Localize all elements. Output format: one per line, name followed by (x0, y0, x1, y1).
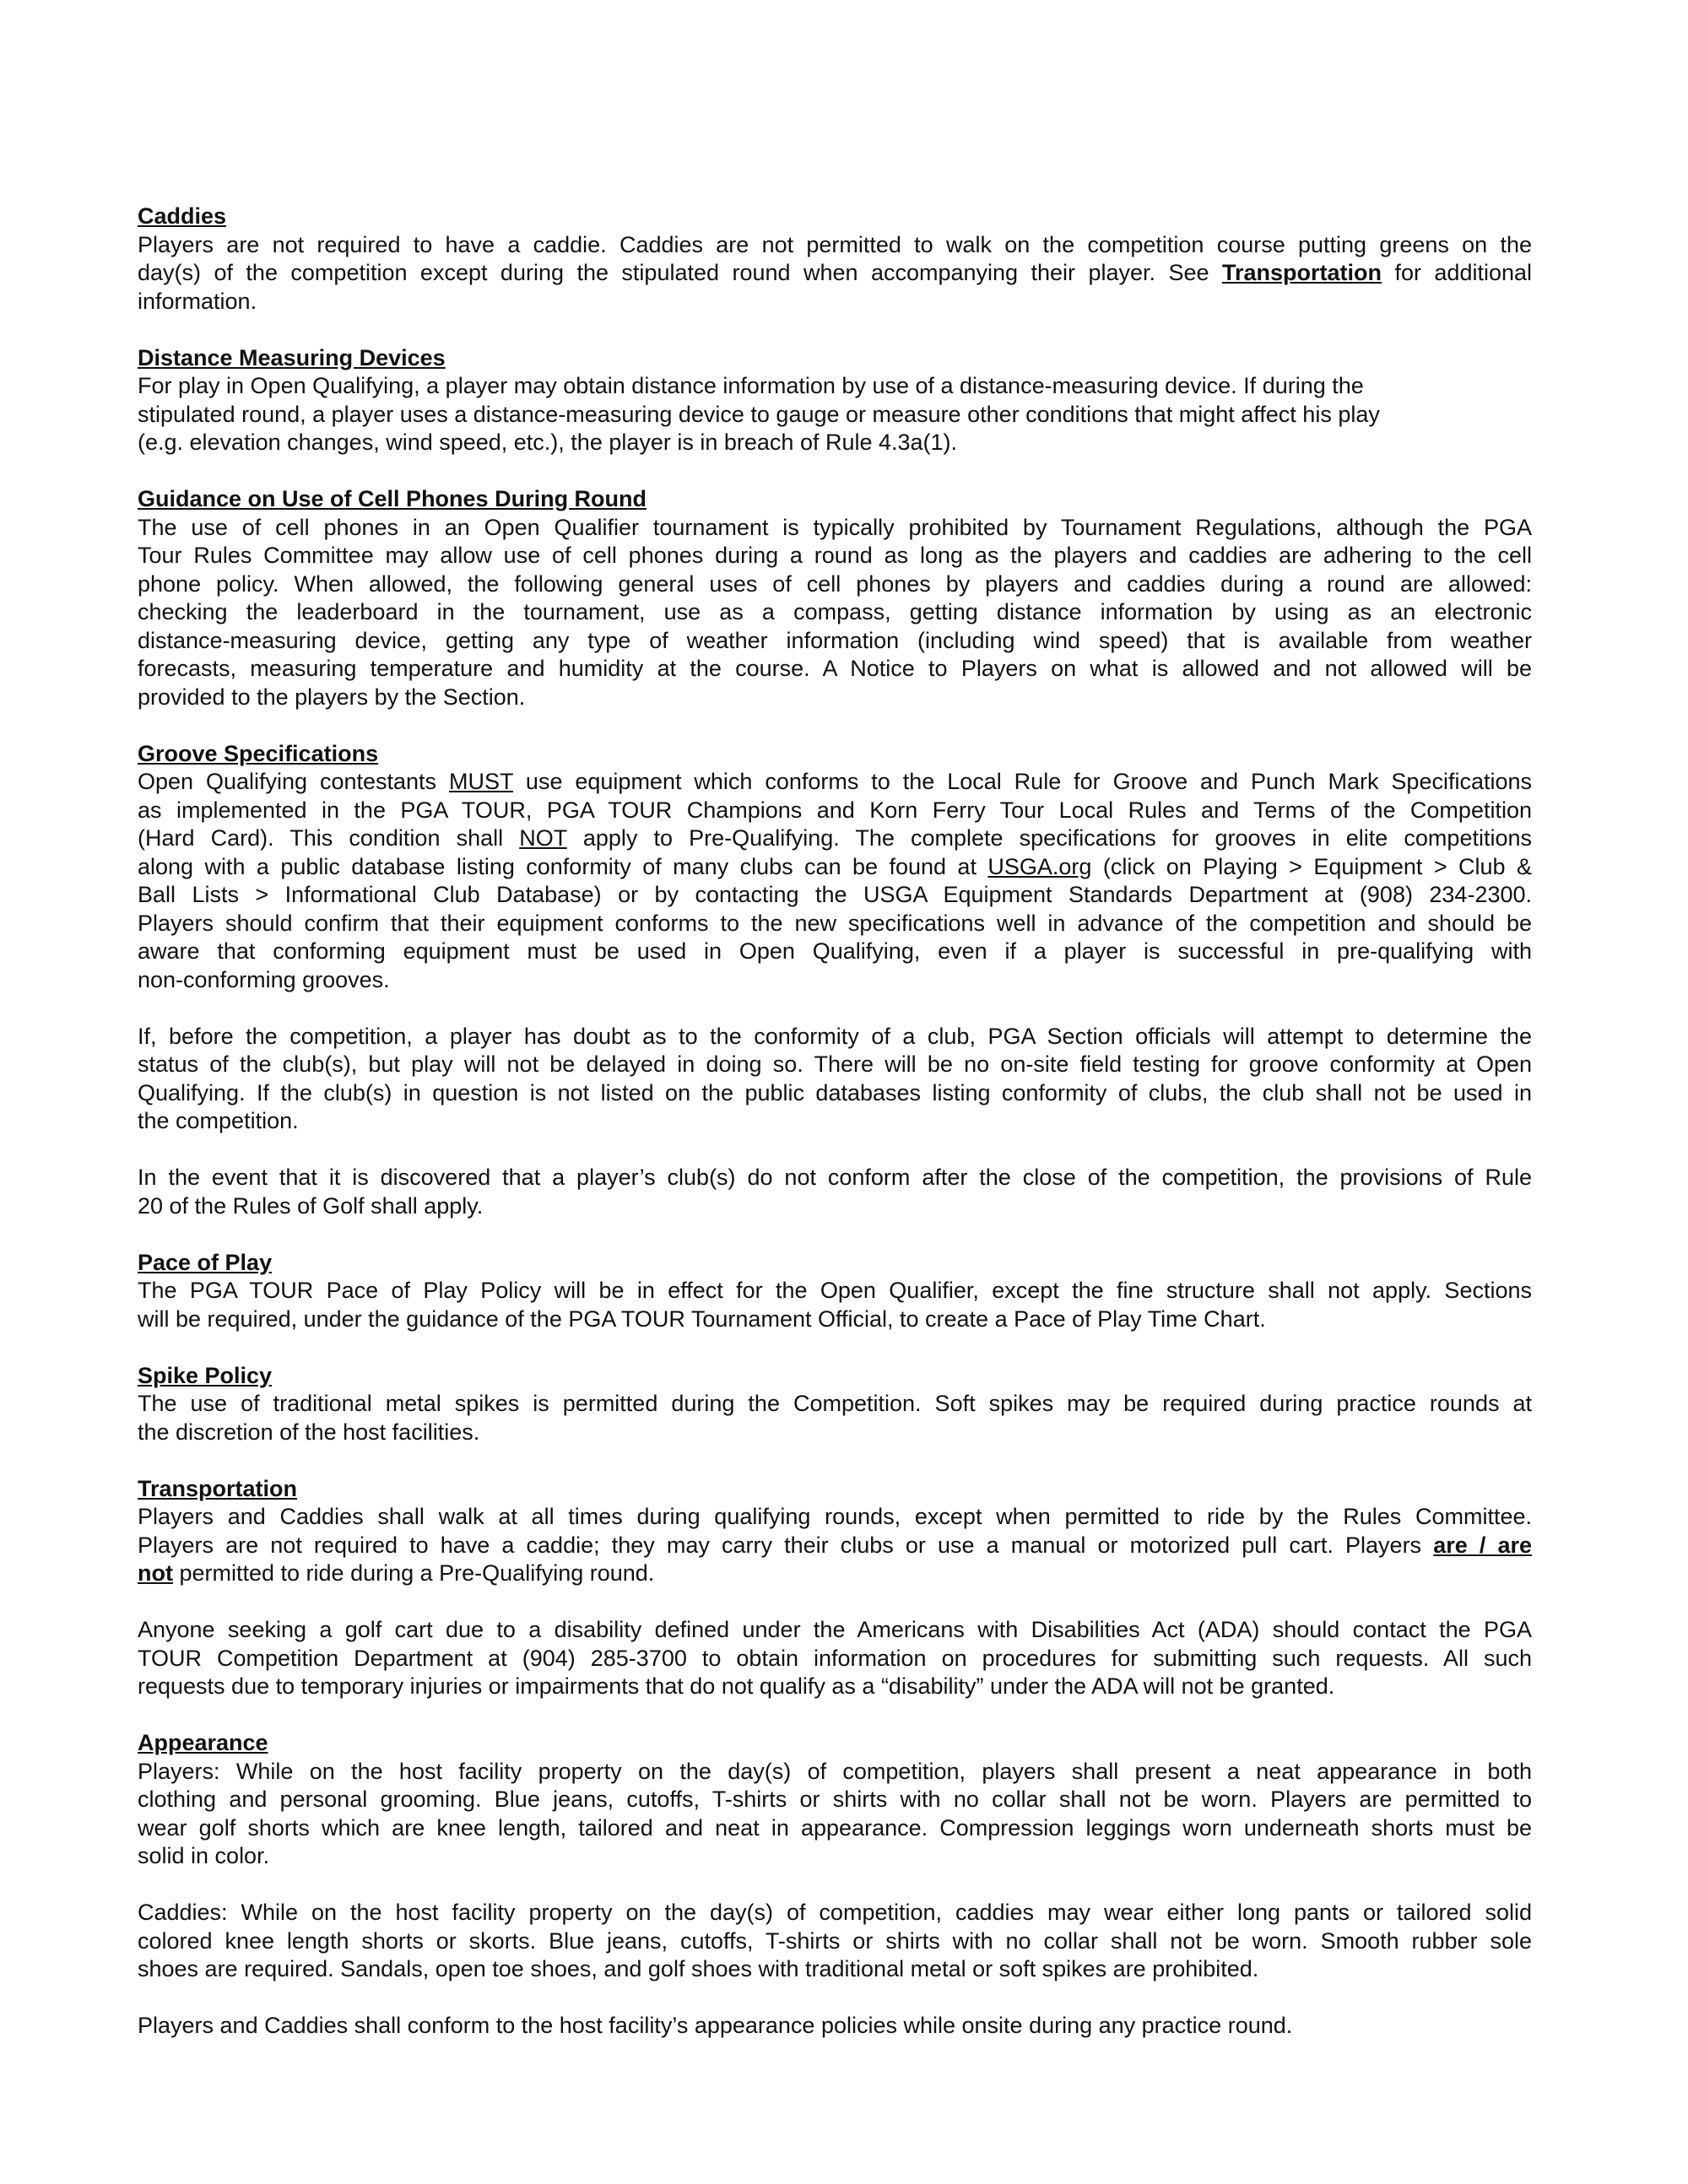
paragraph-line: requests due to temporary injuries or impairments that do not qualify as a “disability” under the ADA will not be granted. (138, 1673, 1335, 1699)
paragraph-line: TOUR Competition Department at (904) 285-3700 to obtain information on procedures for submitting such requests. All such (138, 1645, 1532, 1671)
section-heading: Guidance on Use of Cell Phones During Round (138, 486, 647, 511)
section-heading: Distance Measuring Devices (138, 344, 446, 370)
paragraph-line: Players and Caddies shall conform to the host facility’s appearance policies while onsite during any practice round. (138, 2013, 1293, 2038)
paragraph-line: information. (138, 288, 257, 314)
paragraph-line: Players: While on the host facility property on the day(s) of competition, players shall present a neat appearance in both (138, 1758, 1532, 1784)
paragraph-line (138, 768, 1532, 797)
paragraph-line: For play in Open Qualifying, a player may obtain distance information by use of a distance-measuring device. If during the (138, 373, 1364, 398)
paragraph-line: Qualifying. If the club(s) in question is not listed on the public databases listing conformity of clubs, the club shall not be used in (138, 1079, 1532, 1106)
paragraph-line: non-conforming grooves. (138, 966, 390, 992)
blank-line (138, 994, 1532, 1023)
paragraph-line: status of the club(s), but play will not be delayed in doing so. There will be no on-site field testing for groove conformity at Open (138, 1051, 1532, 1077)
blank-line (138, 1333, 1532, 1362)
document-page (138, 203, 1532, 2041)
paragraph-line: phone policy. When allowed, the following general uses of cell phones by players and caddies during a round are allowed: (138, 570, 1532, 597)
paragraph-line: distance-measuring device, getting any type of weather information (including wind speed) that is available from weather (138, 627, 1532, 653)
blank-line (138, 1136, 1532, 1165)
section-heading: Pace of Play (138, 1249, 273, 1275)
blank-line (138, 457, 1532, 486)
section-heading: Spike Policy (138, 1362, 273, 1388)
paragraph-line: as implemented in the PGA TOUR, PGA TOUR Champions and Korn Ferry Tour Local Rules and Terms of the Competition (138, 797, 1532, 823)
paragraph-line (138, 1560, 1532, 1588)
paragraph-line: Caddies: While on the host facility property on the day(s) of competition, caddies may wear either long pants or tailored solid (138, 1900, 1532, 1925)
paragraph-line (138, 259, 1532, 288)
blank-line (138, 1984, 1532, 2013)
paragraph-line (138, 824, 1532, 853)
blank-line (138, 711, 1532, 740)
paragraph-line: Anyone seeking a golf cart due to a disability defined under the Americans with Disabilities Act (ADA) should contact the PGA (138, 1617, 1532, 1642)
emphasized-text: MUST (448, 769, 513, 794)
text-run: use equipment which conforms to the Local Rule for Groove and Punch Mark Specifications (513, 769, 1533, 794)
blank-line (138, 1871, 1532, 1900)
text-run: along with a public database listing conformity of many clubs can be found at (138, 853, 988, 879)
emphasized-text: are / are (1433, 1532, 1533, 1558)
paragraph-line: checking the leaderboard in the tournament, use as a compass, getting distance information by using as an electronic (138, 599, 1532, 624)
text-run: (click on Playing > Equipment > Club & (1091, 853, 1532, 879)
paragraph-line: provided to the players by the Section. (138, 684, 526, 710)
section-heading: Groove Specifications (138, 740, 379, 766)
paragraph-line: aware that conforming equipment must be used in Open Qualifying, even if a player is successful in pre-qualifying with (138, 938, 1532, 964)
blank-line (138, 316, 1532, 344)
section-heading: Appearance (138, 1730, 268, 1755)
text-run: (Hard Card). This condition shall (138, 825, 520, 851)
paragraph-line: colored knee length shorts or skorts. Blue jeans, cutoffs, T-shirts or shirts with no collar shall not be worn. Smooth rubber sole (138, 1927, 1532, 1954)
text-run: apply to Pre-Qualifying. The complete specifications for grooves in elite competitions (566, 825, 1532, 851)
text-run: permitted to ride during a Pre-Qualifying round. (172, 1560, 655, 1586)
paragraph-line: 20 of the Rules of Golf shall apply. (138, 1192, 484, 1219)
section-heading: Transportation (138, 1475, 298, 1501)
paragraph-line: will be required, under the guidance of the PGA TOUR Tournament Official, to create a Pace of Play Time Chart. (138, 1306, 1266, 1332)
paragraph-line: forecasts, measuring temperature and humidity at the course. A Notice to Players on what is allowed and not allowed will be (138, 656, 1532, 681)
paragraph-line: solid in color. (138, 1843, 270, 1868)
paragraph-line: Players and Caddies shall walk at all times during qualifying rounds, except when permitted to ride by the Rules Committee. (138, 1504, 1532, 1529)
blank-line (138, 1446, 1532, 1475)
paragraph-line: clothing and personal grooming. Blue jeans, cutoffs, T-shirts or shirts with no collar shall not be worn. Players are permitted to (138, 1787, 1532, 1812)
paragraph-line: The use of cell phones in an Open Qualifier tournament is typically prohibited by Tournament Regulations, although the PGA (138, 514, 1532, 540)
text-run: Players are not required to have a caddie; they may carry their clubs or use a manual or motorized pull cart. Players (138, 1532, 1434, 1558)
paragraph-line: If, before the competition, a player has doubt as to the conformity of a club, PGA Section officials will attempt to determine the (138, 1023, 1532, 1049)
paragraph-line (138, 853, 1532, 882)
text-run: for additional (1382, 260, 1533, 285)
paragraph-line (138, 1532, 1532, 1560)
paragraph-line: (e.g. elevation changes, wind speed, etc.), the player is in breach of Rule 4.3a(1). (138, 430, 958, 455)
paragraph-line: The PGA TOUR Pace of Play Policy will be in effect for the Open Qualifier, except the fine structure shall not apply. Sections (138, 1278, 1532, 1303)
emphasized-text: NOT (519, 825, 567, 851)
paragraph-line: The use of traditional metal spikes is permitted during the Competition. Soft spikes may be required during practice rounds at (138, 1391, 1532, 1416)
text-run: Open Qualifying contestants (138, 769, 449, 794)
text-run: day(s) of the competition except during the stipulated round when accompanying their player. See (138, 260, 1222, 285)
paragraph-line: In the event that it is discovered that a player’s club(s) do not conform after the close of the competition, the provisions of Rule (138, 1165, 1532, 1190)
section-heading: Caddies (138, 203, 227, 229)
blank-line (138, 1701, 1532, 1730)
paragraph-line: Players are not required to have a caddie. Caddies are not permitted to walk on the competition course putting greens on the (138, 231, 1532, 257)
paragraph-line: the discretion of the host facilities. (138, 1419, 480, 1445)
paragraph-line: Ball Lists > Informational Club Database) or by contacting the USGA Equipment Standards Department at (908) 234-2300. (138, 882, 1532, 907)
emphasized-text: Transportation (1221, 260, 1382, 285)
blank-line (138, 1588, 1532, 1617)
paragraph-line: wear golf shorts which are knee length, tailored and neat in appearance. Compression leggings worn underneath shorts must be (138, 1814, 1532, 1841)
paragraph-line: the competition. (138, 1108, 299, 1133)
paragraph-line: Players should confirm that their equipment conforms to the new specifications well in advance of the competition and should be (138, 910, 1532, 936)
paragraph-line: stipulated round, a player uses a distance-measuring device to gauge or measure other conditions that might affect his play (138, 401, 1380, 427)
emphasized-text: not (138, 1560, 173, 1586)
paragraph-line: shoes are required. Sandals, open toe shoes, and golf shoes with traditional metal or soft spikes are prohibited. (138, 1956, 1259, 1981)
emphasized-text: USGA.org (987, 853, 1092, 879)
blank-line (138, 1220, 1532, 1249)
paragraph-line: Tour Rules Committee may allow use of cell phones during a round as long as the players and caddies are adhering to the cell (138, 543, 1532, 568)
